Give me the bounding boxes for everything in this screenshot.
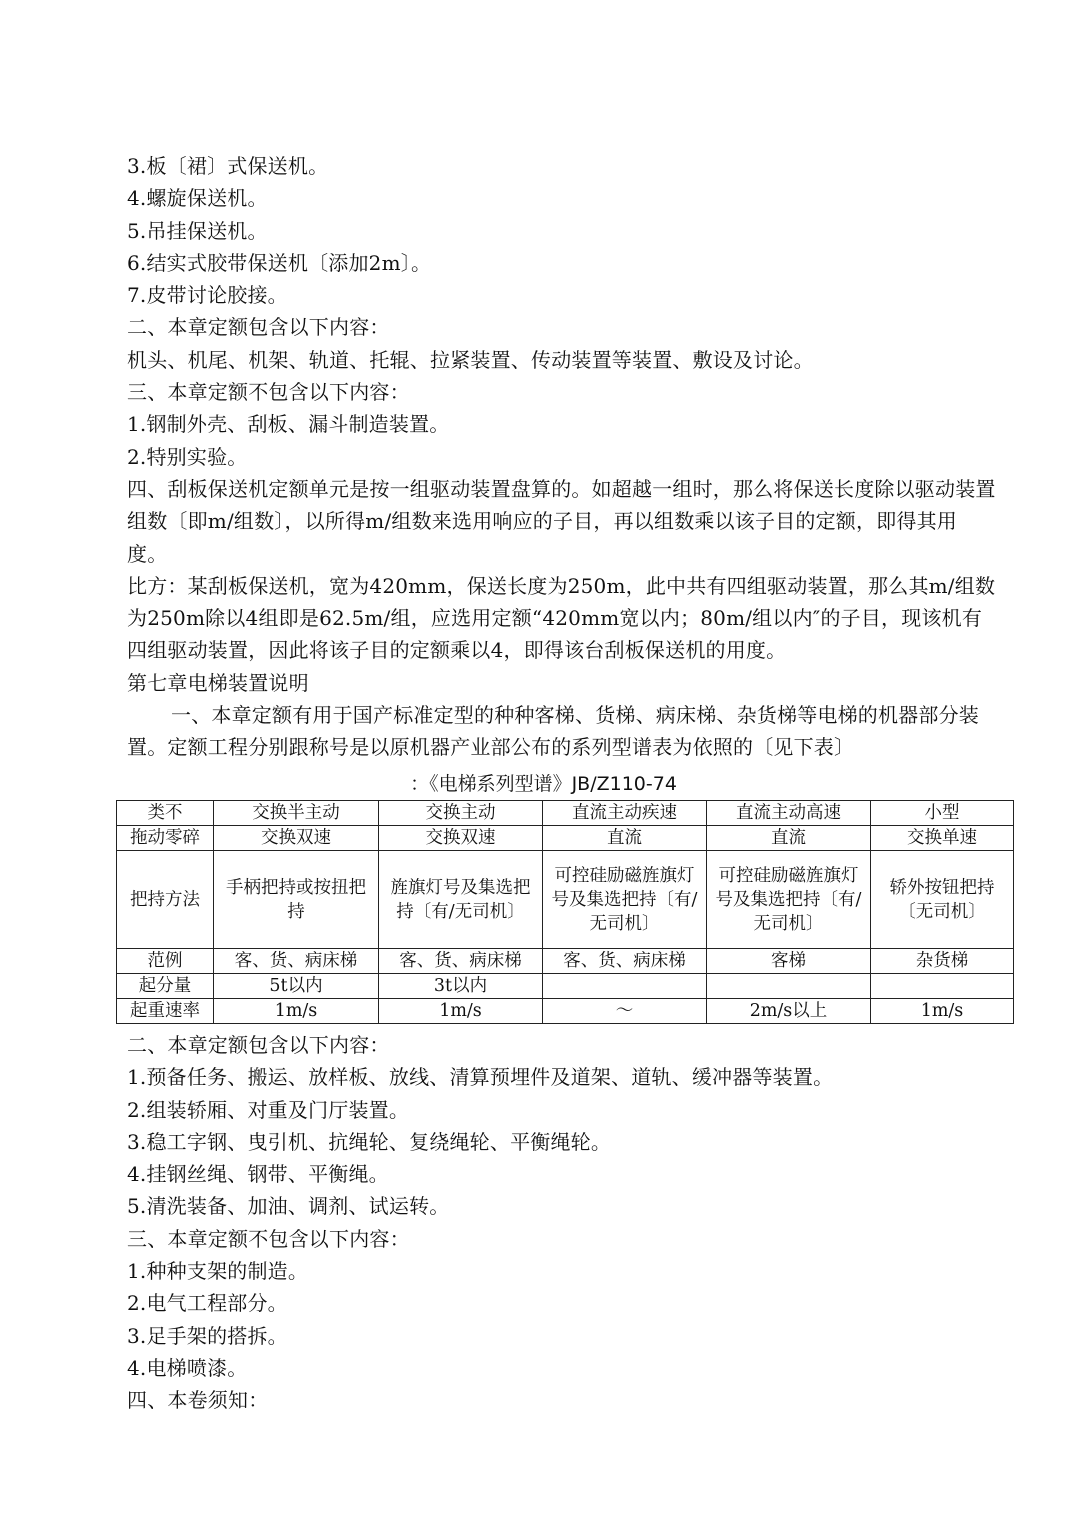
table-cell bbox=[871, 974, 1014, 999]
table-cell: 手柄把持或按扭把持 bbox=[214, 851, 379, 949]
text-line: 1.种种支架的制造。 bbox=[127, 1259, 309, 1284]
text-line: 3.足手架的搭拆。 bbox=[127, 1323, 288, 1348]
table-cell: 3t以内 bbox=[379, 974, 543, 999]
text-line: 2.组装轿厢、对重及门厅装置。 bbox=[127, 1097, 410, 1122]
table-cell: 可控硅励磁旌旗灯号及集选把持〔有/无司机〕 bbox=[707, 851, 871, 949]
table-cell: 1m/s bbox=[379, 999, 543, 1024]
table-cell: 客、货、病床梯 bbox=[543, 949, 707, 974]
table-row bbox=[117, 851, 1014, 949]
table-cell: 范例 bbox=[117, 949, 214, 974]
chapter-heading: 第七章电梯装置说明 bbox=[127, 670, 309, 695]
table-row bbox=[117, 999, 1014, 1024]
table-row bbox=[117, 801, 1014, 826]
table-cell: 起重速率 bbox=[117, 999, 214, 1024]
text-line: 7.皮带讨论胶接。 bbox=[127, 283, 288, 308]
table-cell bbox=[543, 974, 707, 999]
table-cell: 杂货梯 bbox=[871, 949, 1014, 974]
text-line: 5.吊挂保送机。 bbox=[127, 218, 268, 243]
table-cell: 类不 bbox=[117, 801, 214, 826]
table-row bbox=[117, 826, 1014, 851]
text-line: 4.挂钢丝绳、钢带、平衡绳。 bbox=[127, 1162, 389, 1187]
table-row bbox=[117, 949, 1014, 974]
text-line: 1.钢制外壳、刮板、漏斗制造装置。 bbox=[127, 412, 450, 437]
table-cell: 起分量 bbox=[117, 974, 214, 999]
table-cell: 交换主动 bbox=[379, 801, 543, 826]
text-block-top bbox=[127, 150, 997, 764]
section-heading: 二、本章定额包含以下内容： bbox=[127, 1033, 390, 1057]
table-cell: 交换半主动 bbox=[214, 801, 379, 826]
table-cell: 客、货、病床梯 bbox=[379, 949, 543, 974]
section-heading: 四、本卷须知： bbox=[127, 1388, 269, 1413]
table-cell: 小型 bbox=[871, 801, 1014, 826]
text-line: 1.预备任务、搬运、放样板、放线、清算预埋件及道架、道轨、缓冲器等装置。 bbox=[127, 1065, 834, 1090]
table-title: ：《电梯系列型谱》JB/Z110-74 bbox=[410, 773, 677, 795]
table-cell: 2m/s以上 bbox=[707, 999, 871, 1024]
table-cell: 交换双速 bbox=[214, 826, 379, 851]
table-cell: 1m/s bbox=[214, 999, 379, 1024]
elevator-spec-table bbox=[116, 800, 1014, 1024]
text-line: 6.结实式胶带保送机〔添加2m〕。 bbox=[127, 250, 432, 275]
text-line: 2.电气工程部分。 bbox=[127, 1291, 288, 1316]
text-line: 3.板〔裙〕式保送机。 bbox=[127, 154, 329, 178]
text-line: 机头、机尾、机架、轨道、托辊、拉紧装置、传动装置等装置、敷设及讨论。 bbox=[127, 347, 814, 372]
table-cell: 交换双速 bbox=[379, 826, 543, 851]
section-heading: 三、本章定额不包含以下内容： bbox=[127, 380, 410, 405]
table-cell: 轿外按钮把持〔无司机〕 bbox=[871, 851, 1014, 949]
text-line: 5.清洗装备、加油、调剂、试运转。 bbox=[127, 1194, 450, 1219]
table-cell: 直流 bbox=[543, 826, 707, 851]
table-cell: 直流 bbox=[707, 826, 871, 851]
text-line: 3.稳工字钢、曳引机、抗绳轮、复绕绳轮、平衡绳轮。 bbox=[127, 1129, 612, 1154]
text-block-bottom bbox=[127, 1029, 997, 1417]
paragraph-intro: 一、本章定额有用于国产标准定型的种种客梯、货梯、病床梯、杂货梯等电梯的机器部分装置。定额工程分别跟称号是以原机器产业部公布的系列型谱表为依照的〔见下表〕 bbox=[127, 703, 979, 760]
table-cell: 客梯 bbox=[707, 949, 871, 974]
table-cell: 把持方法 bbox=[117, 851, 214, 949]
table-cell: 5t以内 bbox=[214, 974, 379, 999]
section-heading: 二、本章定额包含以下内容： bbox=[127, 315, 390, 340]
table-cell: 1m/s bbox=[871, 999, 1014, 1024]
paragraph-example: 比方：某刮板保送机，宽为420mm，保送长度为250m，此中共有四组驱动装置，那么其m/组数为250m除以4组即是62.5m/组，应选用定额“420mm宽以内；80m/组以内″的子目，现该机有四组驱动装置，因此将该子目的定额乘以4，即得该台刮板保送机的用度。 bbox=[127, 573, 996, 663]
table-cell bbox=[707, 974, 871, 999]
table-cell: 客、货、病床梯 bbox=[214, 949, 379, 974]
table-cell: 可控硅励磁旌旗灯号及集选把持〔有/无司机〕 bbox=[543, 851, 707, 949]
table-cell: 交换单速 bbox=[871, 826, 1014, 851]
table-cell: 拖动零碎 bbox=[117, 826, 214, 851]
table-cell: 旌旗灯号及集选把持〔有/无司机〕 bbox=[379, 851, 543, 949]
table-cell: 直流主动疾速 bbox=[543, 801, 707, 826]
table-cell: ～ bbox=[543, 999, 707, 1024]
text-line: 4.电梯喷漆。 bbox=[127, 1355, 248, 1380]
section-heading: 三、本章定额不包含以下内容： bbox=[127, 1226, 410, 1251]
table-cell: 直流主动高速 bbox=[707, 801, 871, 826]
text-line: 4.螺旋保送机。 bbox=[127, 186, 268, 211]
text-line: 2.特别实验。 bbox=[127, 444, 248, 469]
table-row bbox=[117, 974, 1014, 999]
paragraph-four: 四、刮板保送机定额单元是按一组驱动装置盘算的。如超越一组时，那么将保送长度除以驱动装置组数〔即m/组数〕，以所得m/组数来选用响应的子目，再以组数乘以该子目的定额，即得其用度。 bbox=[127, 476, 996, 566]
